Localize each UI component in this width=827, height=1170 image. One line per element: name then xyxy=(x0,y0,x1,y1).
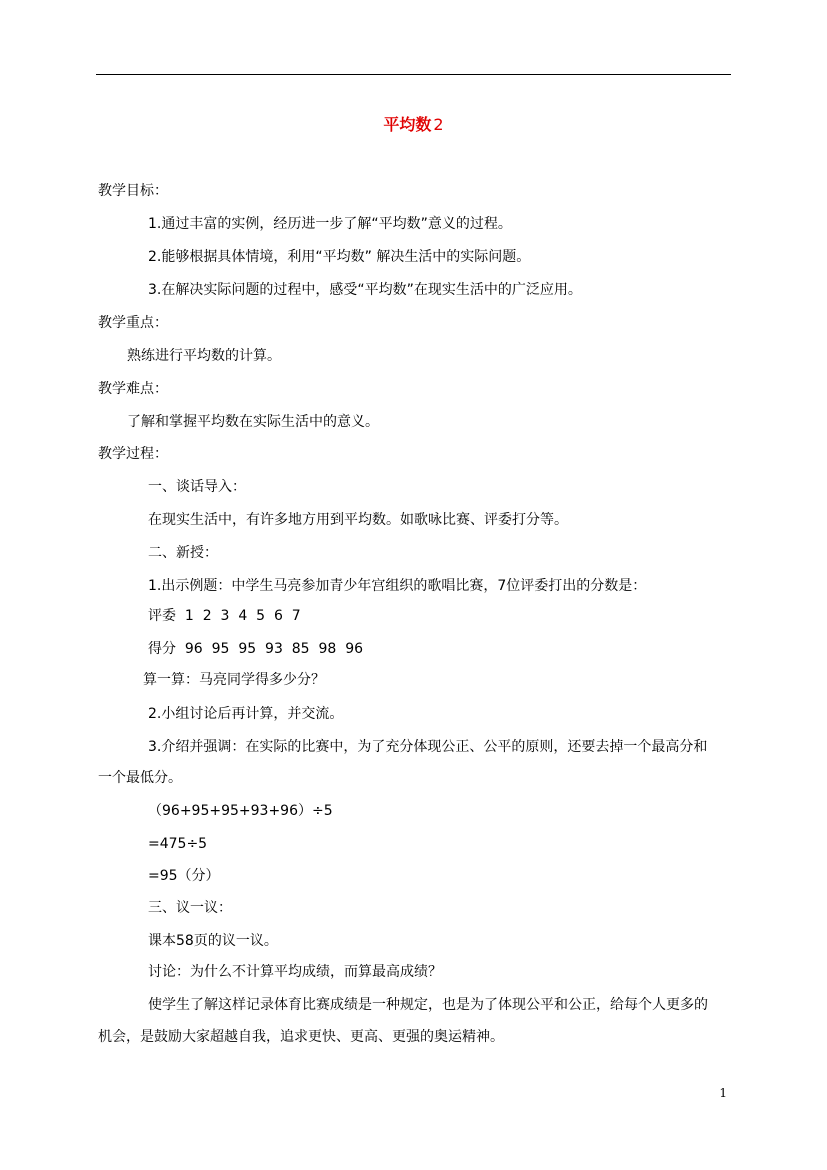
paragraph: 1.出示例题：中学生马亮参加青少年宫组织的歌唱比赛，7位评委打出的分数是： xyxy=(148,578,647,594)
subheading: 三、议一议： xyxy=(148,900,232,916)
formula-line: =95（分） xyxy=(148,868,220,884)
paragraph-continuation: 一个最低分。 xyxy=(98,770,182,786)
title-text: 平均数 xyxy=(383,115,432,134)
scores-row: 得分 96 95 95 93 85 98 96 xyxy=(148,641,364,657)
paragraph: 3.在解决实际问题的过程中，感受“平均数”在现实生活中的广泛应用。 xyxy=(148,282,582,298)
paragraph: 2.小组讨论后再计算，并交流。 xyxy=(148,706,344,722)
section-heading-process: 教学过程： xyxy=(98,446,168,462)
judges-row: 评委 1 2 3 4 5 6 7 xyxy=(148,608,301,624)
header-rule xyxy=(96,74,731,75)
section-heading-key-points: 教学重点： xyxy=(98,315,168,331)
paragraph: 使学生了解这样记录体育比赛成绩是一种规定，也是为了体现公平和公正，给每个人更多的 xyxy=(148,997,708,1013)
paragraph: 在现实生活中，有许多地方用到平均数。如歌咏比赛、评委打分等。 xyxy=(148,512,568,528)
subheading: 一、谈话导入： xyxy=(148,479,246,495)
paragraph: 了解和掌握平均数在实际生活中的意义。 xyxy=(127,414,379,430)
paragraph: 算一算：马亮同学得多少分？ xyxy=(143,672,325,688)
paragraph: 讨论：为什么不计算平均成绩，而算最高成绩？ xyxy=(148,964,442,980)
formula-line: （96+95+95+93+96）÷5 xyxy=(148,803,333,819)
section-heading-difficulties: 教学难点： xyxy=(98,381,168,397)
paragraph-continuation: 机会，是鼓励大家超越自我，追求更快、更高、更强的奥运精神。 xyxy=(98,1029,504,1045)
subheading: 二、新授： xyxy=(148,545,218,561)
formula-line: =475÷5 xyxy=(148,836,208,852)
page-number: 1 xyxy=(719,1086,727,1100)
title-suffix: 2 xyxy=(433,115,444,134)
document-title xyxy=(0,112,827,135)
section-heading-objectives: 教学目标： xyxy=(98,183,168,199)
paragraph: 课本58页的议一议。 xyxy=(148,933,278,949)
paragraph: 1.通过丰富的实例，经历进一步了解“平均数”意义的过程。 xyxy=(148,216,512,232)
paragraph: 2.能够根据具体情境，利用“平均数” 解决生活中的实际问题。 xyxy=(148,249,531,265)
paragraph: 3.介绍并强调：在实际的比赛中，为了充分体现公正、公平的原则，还要去掉一个最高分和 xyxy=(148,739,708,755)
paragraph: 熟练进行平均数的计算。 xyxy=(127,348,281,364)
